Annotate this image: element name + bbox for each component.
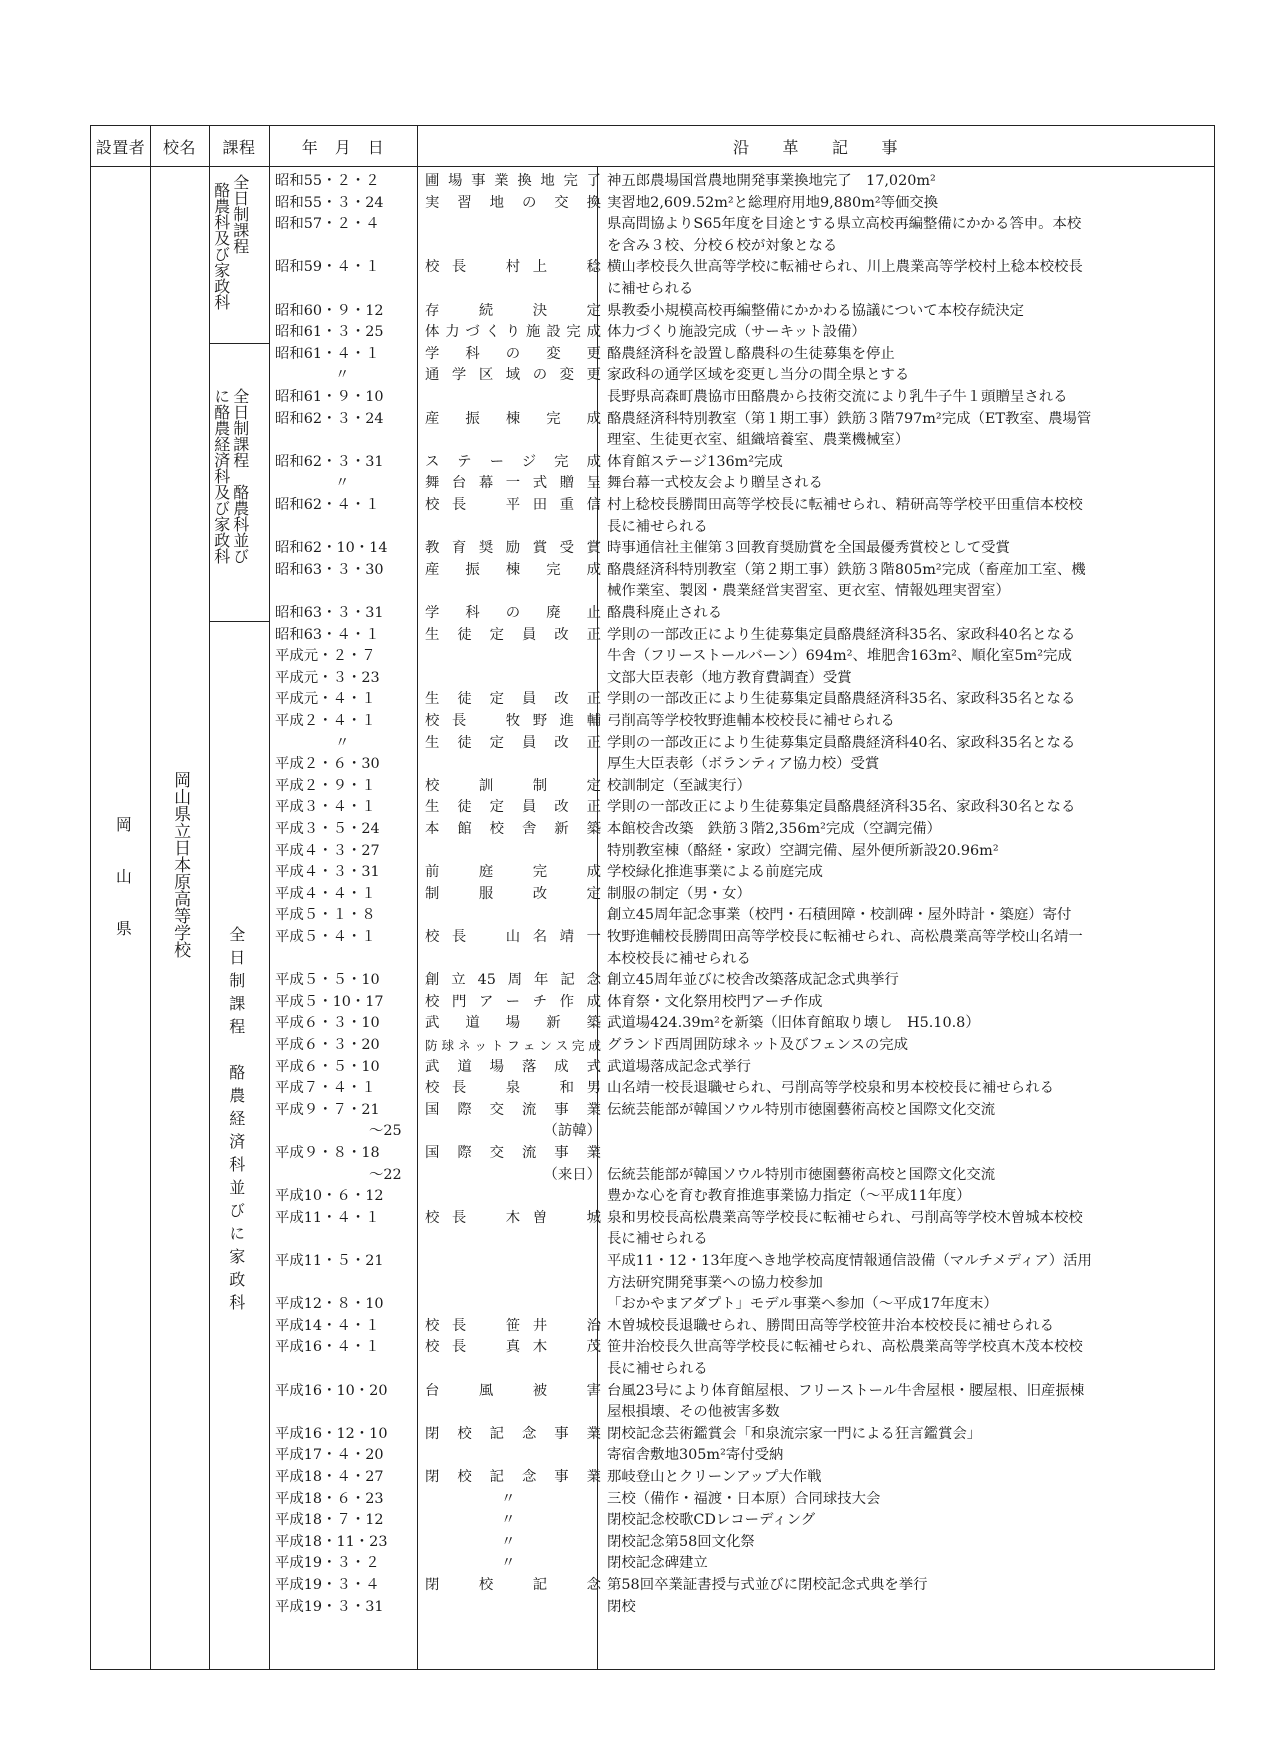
history-row <box>91 538 1214 560</box>
content-cell: 牧野進輔校長勝間田高等学校長に転補せられ、高松農業高等学校山名靖一 <box>607 929 1083 945</box>
history-row <box>91 992 1214 1014</box>
content-cell: 創立45周年並びに校舎改築落成記念式典挙行 <box>607 972 899 989</box>
date-cell: 〃 <box>335 475 350 492</box>
content-cell: 県高問協よりS65年度を目途とする県立高校再編整備にかかる答申。本校 <box>607 216 1082 233</box>
date-cell: 平成17・４・20 <box>275 1447 384 1464</box>
date-cell: 平成18・６・23 <box>275 1490 384 1507</box>
date-cell: 平成２・４・１ <box>275 713 376 729</box>
date-cell: 平成18・４・27 <box>275 1469 384 1485</box>
header-course: 課程 <box>222 137 256 157</box>
content-cell: 体育館ステージ136m²完成 <box>607 453 783 470</box>
history-row <box>91 1575 1214 1597</box>
content-cell: 寄宿舎敷地305m²寄付受納 <box>607 1447 784 1464</box>
history-row <box>91 344 1214 366</box>
content-cell: 神五郎農場国営農地開発事業換地完了 17,020m² <box>607 173 936 189</box>
date-cell: 昭和59・４・１ <box>275 259 380 276</box>
history-row <box>91 1510 1214 1532</box>
event-cell: 校門アーチ作成 <box>425 993 601 1010</box>
event-cell: 校長 牧野進輔 <box>425 713 601 729</box>
date-cell: 平成４・３・31 <box>275 864 380 881</box>
history-row <box>91 733 1214 755</box>
date-cell: 昭和63・３・30 <box>275 561 384 578</box>
event-cell: 校長 木曽 城 <box>425 1209 601 1226</box>
date-cell: 平成18・７・12 <box>275 1512 384 1529</box>
history-row <box>91 1381 1214 1403</box>
content-cell: 牛舎（フリーストールバーン）694m²、堆肥舎163m²、順化室5m²完成 <box>607 648 1072 665</box>
history-row <box>91 387 1214 409</box>
content-cell: 本館校舎改築 鉄筋３階2,356m²完成（空調完備） <box>607 821 942 837</box>
content-cell: 閉校記念第58回文化祭 <box>607 1533 755 1550</box>
date-cell: 平成９・７・21 <box>275 1101 380 1118</box>
date-cell: 平成12・８・10 <box>275 1296 384 1313</box>
content-cell: に補せられる <box>607 281 694 297</box>
history-row <box>91 862 1214 884</box>
history-row <box>91 581 1214 603</box>
content-cell: 実習地2,609.52m²と総理府用地9,880m²等価交換 <box>607 194 939 211</box>
history-row <box>91 603 1214 625</box>
event-cell: ステージ完成 <box>425 453 601 470</box>
date-cell: 平成６・３・20 <box>275 1037 380 1053</box>
date-cell: 平成２・９・１ <box>275 777 376 794</box>
content-cell: 学則の一部改正により生徒募集定員酪農経済科35名、家政科35名となる <box>607 691 1076 708</box>
history-row <box>91 236 1214 258</box>
event-cell: 産振棟完成 <box>425 561 601 578</box>
event-cell: 本館校舎新築 <box>425 821 601 837</box>
date-cell: 平成18・11・23 <box>275 1533 388 1550</box>
date-cell: 昭和61・３・25 <box>275 324 384 341</box>
history-row <box>91 949 1214 971</box>
event-cell: 防球ネットフェンス完成 <box>425 1038 601 1053</box>
history-row <box>91 1078 1214 1100</box>
history-row <box>91 819 1214 841</box>
date-cell: 平成６・５・10 <box>275 1058 380 1075</box>
history-row <box>91 1143 1214 1165</box>
history-row <box>91 1424 1214 1446</box>
event-cell: 閉校記念事業 <box>425 1469 601 1485</box>
event-cell: 体力づくり施設完成 <box>425 324 601 341</box>
content-cell: 学則の一部改正により生徒募集定員酪農経済科35名、家政科40名となる <box>607 626 1076 643</box>
history-row <box>91 754 1214 776</box>
event-cell: 校長 平田重信 <box>425 497 601 513</box>
history-row <box>91 776 1214 798</box>
date-cell: 平成19・３・31 <box>275 1598 384 1615</box>
history-row <box>91 1057 1214 1079</box>
content-cell: 酪農経済科特別教室（第２期工事）鉄筋３階805m²完成（畜産加工室、機 <box>607 561 1086 578</box>
history-row <box>91 473 1214 495</box>
course-1-line-a: 全日制課程 <box>230 174 250 254</box>
event-cell: 校長 笹井 治 <box>425 1317 601 1334</box>
history-row <box>91 797 1214 819</box>
date-cell: 昭和57・２・４ <box>275 216 380 233</box>
event-cell: 校長 泉 和男 <box>425 1080 601 1097</box>
content-cell: 長野県高森町農協市田酪農から技術交流により乳牛子牛１頭贈呈される <box>607 389 1068 405</box>
history-row <box>91 970 1214 992</box>
history-row <box>91 1359 1214 1381</box>
date-cell: 平成３・５・24 <box>275 821 380 837</box>
content-cell: 県教委小規模高校再編整備にかかわる協議について本校存続決定 <box>607 302 1025 319</box>
table-header <box>91 126 1214 167</box>
event-cell: （訪韓） <box>543 1123 601 1140</box>
date-cell: 平成11・５・21 <box>275 1253 384 1269</box>
content-cell: 学則の一部改正により生徒募集定員酪農経済科40名、家政科35名となる <box>607 734 1076 751</box>
content-cell: 平成11・12・13年度へき地学校高度情報通信設備（マルチメディア）活用 <box>607 1253 1092 1269</box>
setter-name: 岡 山 県 <box>113 816 133 946</box>
event-cell: 創立45周年記念 <box>425 972 601 989</box>
header-date: 年 月 日 <box>301 137 385 157</box>
date-cell: 昭和63・４・１ <box>275 626 380 643</box>
content-cell: 屋根損壊、その他被害多数 <box>607 1404 780 1421</box>
event-cell: 〃 <box>501 1512 516 1529</box>
date-cell: 平成５・５・10 <box>275 972 380 989</box>
content-cell: 本校校長に補せられる <box>607 950 751 967</box>
event-cell: （来日） <box>543 1166 601 1183</box>
content-cell: 三校（備作・福渡・日本原）合同球技大会 <box>607 1490 881 1507</box>
history-row <box>91 1553 1214 1575</box>
content-cell: 「おかやまアダプト」モデル事業へ参加（～平成17年度末） <box>607 1296 998 1313</box>
date-cell: 昭和62・３・24 <box>275 410 384 427</box>
event-cell: 校長 山名靖一 <box>425 929 601 945</box>
history-row <box>91 1100 1214 1122</box>
content-cell: 泉和男校長高松農業高等学校長に転補せられ、弓削高等学校木曽城本校校 <box>607 1209 1083 1226</box>
history-row <box>91 1489 1214 1511</box>
history-row <box>91 279 1214 301</box>
history-row <box>91 1121 1214 1143</box>
event-cell: 生徒定員改正 <box>425 734 601 751</box>
header-history: 沿 革 記 事 <box>732 137 898 157</box>
history-row <box>91 517 1214 539</box>
history-row <box>91 905 1214 927</box>
date-cell: 昭和62・３・31 <box>275 453 384 470</box>
date-cell: 昭和60・９・12 <box>275 302 384 319</box>
history-row <box>91 1532 1214 1554</box>
event-cell: 教育奨励賞受賞 <box>425 540 601 557</box>
event-cell: 実習地の交換 <box>425 194 601 211</box>
content-cell: 創立45周年記念事業（校門・石積囲障・校訓碑・屋外時計・築庭）寄付 <box>607 907 1072 924</box>
date-cell: 昭和61・９・10 <box>275 389 384 405</box>
content-cell: 学則の一部改正により生徒募集定員酪農経済科35名、家政科30名となる <box>607 799 1076 816</box>
date-cell: 平成５・１・８ <box>275 907 376 924</box>
history-row <box>91 365 1214 387</box>
date-cell: 昭和61・４・１ <box>275 345 380 362</box>
content-cell: 横山孝校長久世高等学校に転補せられ、川上農業高等学校村上稔本校校長 <box>607 259 1083 276</box>
content-cell: 木曽城校長退職せられ、勝間田高等学校笹井治本校校長に補せられる <box>607 1317 1054 1334</box>
content-cell: グランド西周囲防球ネット及びフェンスの完成 <box>607 1037 909 1053</box>
date-cell: 〃 <box>335 734 350 751</box>
history-row <box>91 1251 1214 1273</box>
content-cell: 長に補せられる <box>607 518 708 535</box>
event-cell: 校長 村上 稔 <box>425 259 601 276</box>
history-row <box>91 1035 1214 1057</box>
content-cell: 第58回卒業証書授与式並びに閉校記念式典を挙行 <box>607 1577 928 1593</box>
history-row <box>91 668 1214 690</box>
content-cell: 豊かな心を育む教育推進事業協力指定（～平成11年度） <box>607 1188 971 1205</box>
event-cell: 〃 <box>501 1490 516 1507</box>
content-cell: 理室、生徒更衣室、組織培養室、農業機械室） <box>607 432 910 449</box>
content-cell: 文部大臣表彰（地方教育費調査）受賞 <box>607 669 852 686</box>
date-cell: 平成16・12・10 <box>275 1425 388 1442</box>
history-row <box>91 841 1214 863</box>
history-row <box>91 214 1214 236</box>
history-row <box>91 1445 1214 1467</box>
date-cell: 昭和55・２・２ <box>275 173 380 189</box>
event-cell: 国際交流事業 <box>425 1101 601 1118</box>
event-cell: 産振棟完成 <box>425 410 601 427</box>
history-row <box>91 301 1214 323</box>
history-row <box>91 884 1214 906</box>
event-cell: 国際交流事業 <box>425 1145 601 1161</box>
history-row <box>91 646 1214 668</box>
content-cell: 伝統芸能部が韓国ソウル特別市徳園藝術高校と国際文化交流 <box>607 1166 996 1183</box>
date-cell: 昭和62・10・14 <box>275 540 388 557</box>
date-cell: 平成７・４・１ <box>275 1080 376 1097</box>
content-cell: 特別教室棟（酪経・家政）空調完備、屋外便所新設20.96m² <box>607 842 999 859</box>
date-cell: 平成11・４・１ <box>275 1209 380 1226</box>
content-cell: 校訓制定（至誠実行） <box>607 777 751 794</box>
content-cell: 閉校 <box>607 1598 636 1615</box>
history-row <box>91 625 1214 647</box>
history-row <box>91 1402 1214 1424</box>
history-row <box>91 1337 1214 1359</box>
history-table <box>90 125 1215 1670</box>
event-cell: 校長 真木 茂 <box>425 1339 601 1356</box>
history-row <box>91 927 1214 949</box>
header-school: 校名 <box>162 137 196 157</box>
content-cell: 体力づくり施設完成（サーキット設備） <box>607 324 866 341</box>
date-cell: 平成２・６・30 <box>275 756 380 773</box>
event-cell: 武道場新築 <box>425 1015 601 1032</box>
history-row <box>91 430 1214 452</box>
event-cell: 存続決定 <box>425 302 601 319</box>
event-cell: 台風被害 <box>425 1382 601 1399</box>
content-cell: 時事通信社主催第３回教育奨励賞を全国最優秀賞校として受賞 <box>607 540 1010 557</box>
date-cell: 昭和63・３・31 <box>275 605 384 621</box>
content-cell: 制服の制定（男・女） <box>607 885 751 902</box>
date-cell: ～25 <box>369 1123 402 1140</box>
content-cell: 家政科の通学区域を変更し当分の間全県とする <box>607 367 910 384</box>
date-cell: 平成19・３・２ <box>275 1555 380 1572</box>
event-cell: 制服改定 <box>425 885 601 902</box>
date-cell: 平成16・４・１ <box>275 1339 380 1356</box>
event-cell: 武道場落成式 <box>425 1058 601 1075</box>
date-cell: 平成14・４・１ <box>275 1317 380 1334</box>
date-cell: 〃 <box>335 367 350 384</box>
event-cell: 舞台幕一式贈呈 <box>425 475 601 492</box>
date-cell: 平成５・10・17 <box>275 993 384 1010</box>
event-cell: 学科の変更 <box>425 345 601 362</box>
header-setter: 設置者 <box>95 137 146 157</box>
content-cell: を含み３校、分校６校が対象となる <box>607 237 838 254</box>
content-cell: 村上稔校長勝間田高等学校長に転補せられ、精研高等学校平田重信本校校 <box>607 497 1083 513</box>
history-row <box>91 257 1214 279</box>
event-cell: 圃場事業換地完了 <box>425 173 601 189</box>
history-row <box>91 1597 1214 1619</box>
history-row <box>91 171 1214 193</box>
date-cell: 平成５・４・１ <box>275 929 376 945</box>
course-2-line-b: に酪農経済科及び家政科 <box>211 388 231 564</box>
content-cell: 台風23号により体育館屋根、フリーストール牛舎屋根・腰屋根、旧産振棟 <box>607 1382 1085 1399</box>
event-cell: 通学区域の変更 <box>425 367 601 384</box>
school-name: 岡山県立日本原高等学校 <box>170 771 191 958</box>
history-row <box>91 1013 1214 1035</box>
date-cell: 平成16・10・20 <box>275 1382 388 1399</box>
content-cell: 長に補せられる <box>607 1231 708 1248</box>
date-cell: 平成３・４・１ <box>275 799 376 816</box>
content-cell: 酪農科廃止される <box>607 605 723 621</box>
date-cell: 平成４・４・１ <box>275 885 376 902</box>
history-row <box>91 409 1214 431</box>
event-cell: 閉校記念 <box>425 1577 601 1593</box>
event-cell: 生徒定員改正 <box>425 626 601 643</box>
date-cell: 昭和55・３・24 <box>275 194 384 211</box>
date-cell: 平成９・８・18 <box>275 1145 380 1161</box>
history-row <box>91 689 1214 711</box>
history-row <box>91 193 1214 215</box>
event-cell: 〃 <box>501 1533 516 1550</box>
content-cell: 閉校記念芸術鑑賞会「和泉流宗家一門による狂言鑑賞会」 <box>607 1425 982 1442</box>
date-cell: 平成10・６・12 <box>275 1188 384 1205</box>
content-cell: 長に補せられる <box>607 1361 708 1377</box>
date-cell: 平成元・２・７ <box>275 648 376 665</box>
event-cell: 生徒定員改正 <box>425 799 601 816</box>
content-cell: 閉校記念碑建立 <box>607 1555 708 1572</box>
history-row <box>91 452 1214 474</box>
content-cell: 武道場424.39m²を新築（旧体育館取り壊し H5.10.8） <box>607 1015 980 1032</box>
content-cell: 酪農経済科特別教室（第１期工事）鉄筋３階797m²完成（ET教室、農場管 <box>607 410 1092 427</box>
history-row <box>91 1273 1214 1295</box>
course-1-line-b: 酪農科及び家政科 <box>211 182 231 310</box>
history-row <box>91 560 1214 582</box>
history-row <box>91 495 1214 517</box>
content-cell: 酪農経済科を設置し酪農科の生徒募集を停止 <box>607 345 895 362</box>
content-cell: 舞台幕一式校友会より贈呈される <box>607 475 823 492</box>
date-cell: ～22 <box>369 1166 402 1183</box>
content-cell: 体育祭・文化祭用校門アーチ作成 <box>607 993 823 1010</box>
date-cell: 昭和62・４・１ <box>275 497 380 513</box>
history-row <box>91 1229 1214 1251</box>
event-cell: 閉校記念事業 <box>425 1425 601 1442</box>
history-row <box>91 711 1214 733</box>
date-cell: 平成４・３・27 <box>275 842 380 859</box>
content-cell: 武道場落成記念式挙行 <box>607 1058 751 1075</box>
date-cell: 平成元・４・１ <box>275 691 376 708</box>
history-row <box>91 1467 1214 1489</box>
event-cell: 前庭完成 <box>425 864 601 881</box>
date-cell: 平成19・３・４ <box>275 1577 380 1593</box>
event-cell: 学科の廃止 <box>425 605 601 621</box>
event-cell: 〃 <box>501 1555 516 1572</box>
event-cell: 生徒定員改正 <box>425 691 601 708</box>
history-row <box>91 1294 1214 1316</box>
date-cell: 平成元・３・23 <box>275 669 380 686</box>
course-2-line-a: 全日制課程 酪農科並び <box>230 388 250 564</box>
content-cell: 方法研究開発事業への協力校参加 <box>607 1274 823 1291</box>
content-cell: 閉校記念校歌CDレコーディング <box>607 1512 816 1529</box>
date-cell: 平成６・３・10 <box>275 1015 380 1032</box>
content-cell: 笹井治校長久世高等学校長に転補せられ、高松農業高等学校真木茂本校校 <box>607 1339 1083 1356</box>
content-cell: 弓削高等学校牧野進輔本校校長に補せられる <box>607 713 895 729</box>
content-cell: 那岐登山とクリーンアップ大作戦 <box>607 1469 822 1485</box>
course-3: 全日制課程 酪農経済科並びに家政科 <box>226 926 246 1317</box>
content-cell: 山名靖一校長退職せられ、弓削高等学校泉和男本校校長に補せられる <box>607 1080 1054 1097</box>
content-cell: 伝統芸能部が韓国ソウル特別市徳園藝術高校と国際文化交流 <box>607 1101 996 1118</box>
history-row <box>91 1165 1214 1187</box>
content-cell: 学校緑化推進事業による前庭完成 <box>607 864 823 881</box>
history-row <box>91 1186 1214 1208</box>
history-row <box>91 1316 1214 1338</box>
content-cell: 厚生大臣表彰（ボランティア協力校）受賞 <box>607 756 880 773</box>
history-row <box>91 322 1214 344</box>
history-row <box>91 1208 1214 1230</box>
event-cell: 校訓制定 <box>425 777 601 794</box>
content-cell: 械作業室、製図・農業経営実習室、更衣室、情報処理実習室） <box>607 583 1010 600</box>
